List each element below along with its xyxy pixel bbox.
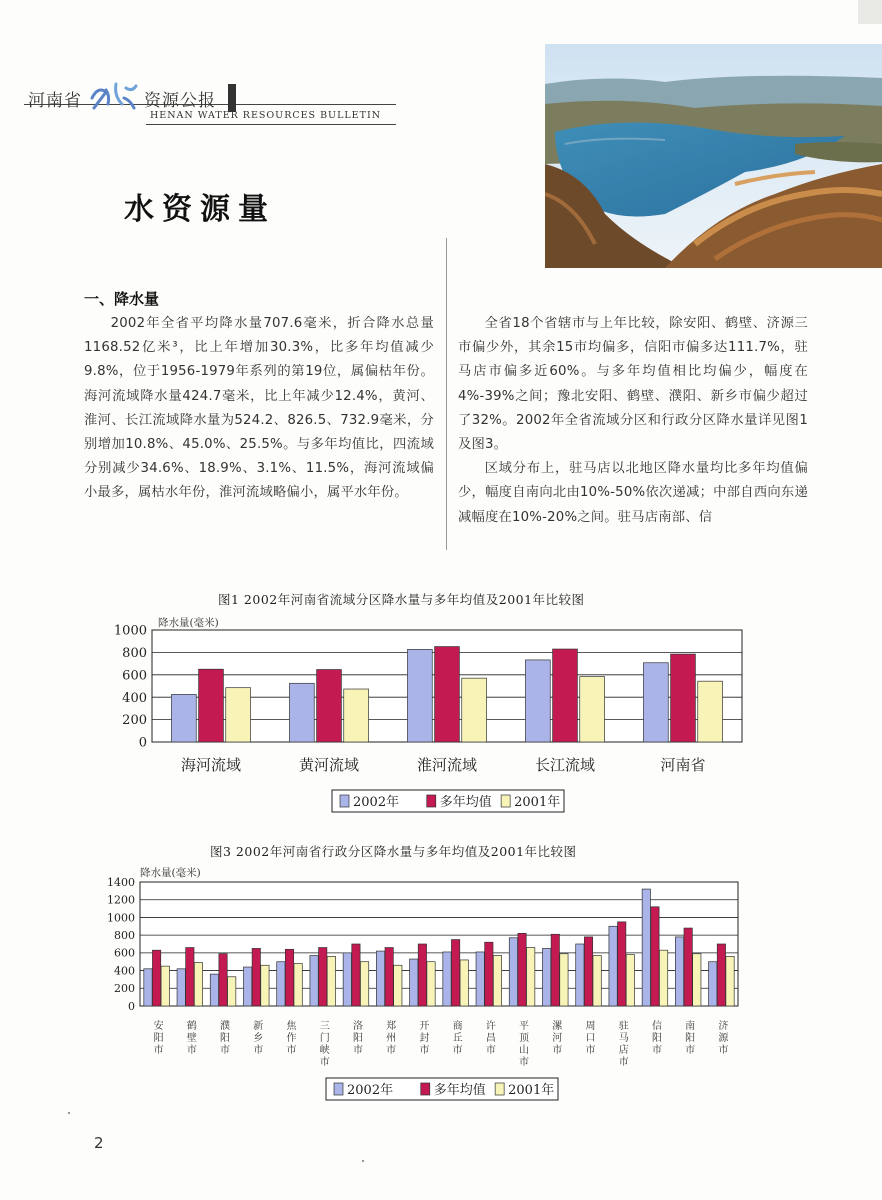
bar-多年均值: [319, 948, 327, 1006]
bar-多年均值: [618, 922, 626, 1006]
page-title: 水资源量: [124, 192, 276, 227]
x-tick-label: 黄河流域: [298, 756, 360, 774]
bar-多年均值: [152, 950, 160, 1006]
x-tick-label: 海河流域: [180, 756, 242, 774]
bar-多年均值: [199, 669, 224, 742]
figure3-caption: 图3 2002年河南省行政分区降水量与多年均值及2001年比较图: [210, 844, 577, 859]
x-tick-label: 长江流域: [534, 756, 596, 774]
x-tick-label: 洛阳市: [350, 1020, 362, 1056]
bar-多年均值: [485, 942, 493, 1006]
x-tick-label: 漯河市: [549, 1020, 561, 1056]
y-tick-label: 600: [114, 946, 135, 960]
x-tick-label: 许昌市: [483, 1020, 495, 1056]
bar-2002年: [171, 694, 196, 742]
bar-2002年: [709, 962, 717, 1006]
legend-swatch: [340, 795, 349, 807]
x-tick-label: 周口市: [583, 1020, 594, 1056]
bar-多年均值: [186, 948, 194, 1006]
legend-swatch: [427, 795, 436, 807]
y-tick-label: 800: [122, 645, 147, 661]
bar-2001年: [580, 677, 605, 742]
y-tick-label: 800: [114, 928, 135, 942]
bar-2002年: [643, 663, 668, 742]
bar-2001年: [659, 950, 667, 1006]
reservoir-landscape-photo: [545, 44, 882, 268]
legend-label: 2002年: [353, 795, 400, 810]
x-tick-label: 开封市: [416, 1020, 428, 1056]
column-divider: [446, 238, 447, 550]
bar-多年均值: [584, 937, 592, 1006]
bar-2002年: [177, 969, 185, 1006]
legend: [326, 1078, 558, 1100]
bar-2001年: [462, 678, 487, 742]
bar-多年均值: [684, 928, 692, 1006]
bar-多年均值: [418, 944, 426, 1006]
x-tick-label: 河南省: [660, 756, 706, 774]
water-calligraphy-logo: [86, 78, 142, 112]
page-corner-shade: [858, 0, 882, 24]
bar-2002年: [410, 959, 418, 1006]
y-axis-label: 降水量(毫米): [158, 617, 219, 629]
y-tick-label: 0: [128, 999, 135, 1013]
y-tick-label: 400: [114, 964, 135, 978]
x-tick-label: 焦作市: [284, 1020, 295, 1056]
bar-2002年: [243, 967, 251, 1006]
bar-2001年: [294, 963, 302, 1006]
legend-label: 2002年: [347, 1083, 394, 1098]
bar-2001年: [427, 962, 435, 1006]
bar-2001年: [228, 977, 236, 1006]
legend-swatch: [501, 795, 510, 807]
x-tick-label: 淮河流域: [416, 756, 478, 774]
bar-2002年: [343, 953, 351, 1006]
bar-2001年: [560, 954, 568, 1006]
x-tick-label: 平顶山市: [516, 1020, 528, 1068]
x-tick-label: 鹤壁市: [184, 1020, 196, 1056]
bar-2002年: [310, 956, 318, 1006]
paragraph: 全省18个省辖市与上年比较，除安阳、鹤壁、济源三市偏少外，其余15市均偏多，信阳市偏多达111.7%，驻马店市偏多近60%。与多年均值相比均偏少，幅度在4%-39%之间；豫北安阳、鹤壁、濮阳、新乡市偏少超过了32%。2002年全省流域分区和行政分区降水量详见图1及图3。: [458, 316, 808, 453]
bar-2001年: [360, 962, 368, 1006]
x-tick-label: 商丘市: [450, 1020, 462, 1056]
bar-2001年: [327, 956, 335, 1006]
bar-2002年: [376, 951, 384, 1006]
bar-2002年: [289, 683, 314, 742]
y-axis-label: 降水量(毫米): [140, 867, 201, 879]
bar-2001年: [626, 955, 634, 1006]
y-tick-label: 200: [114, 982, 135, 996]
figure1-chart: [100, 610, 780, 820]
y-tick-label: 1000: [113, 623, 147, 639]
x-tick-label: 信阳市: [649, 1020, 661, 1056]
bar-2002年: [443, 952, 451, 1006]
legend-label: 多年均值: [433, 1083, 486, 1098]
bar-2001年: [161, 966, 169, 1006]
bar-2002年: [210, 974, 218, 1006]
bar-2001年: [344, 689, 369, 742]
scan-speck: [68, 1112, 70, 1114]
y-tick-label: 400: [122, 690, 147, 706]
bulletin-suffix: 资源公报: [144, 91, 216, 111]
bar-2002年: [675, 937, 683, 1006]
legend-swatch: [421, 1083, 430, 1095]
y-tick-label: 600: [122, 668, 147, 684]
y-tick-label: 0: [138, 735, 147, 751]
bar-多年均值: [219, 954, 227, 1006]
x-tick-label: 安阳市: [151, 1020, 163, 1056]
figure3-chart: [80, 860, 780, 1110]
page-number: 2: [94, 1134, 104, 1152]
legend: [332, 790, 564, 812]
bar-多年均值: [518, 933, 526, 1006]
bar-2001年: [194, 963, 202, 1006]
y-tick-label: 1400: [107, 875, 135, 889]
bulletin-province: 河南省: [28, 91, 82, 111]
legend-label: 2001年: [514, 795, 561, 810]
x-tick-label: 新乡市: [250, 1020, 262, 1056]
text-column-left: [84, 312, 434, 506]
bar-2001年: [693, 954, 701, 1006]
x-tick-label: 濮阳市: [217, 1020, 229, 1056]
bar-多年均值: [671, 654, 696, 742]
legend-label: 多年均值: [439, 795, 492, 810]
bar-2002年: [525, 660, 550, 742]
header-dark-tab: [228, 84, 236, 112]
paragraph: 区域分布上，驻马店以北地区降水量均比多年均值偏少，幅度自南向北由10%-50%依次递减；中部自西向东递减幅度在10%-20%之间。驻马店南部、信: [458, 461, 808, 525]
bar-多年均值: [651, 907, 659, 1006]
y-tick-label: 200: [122, 713, 147, 729]
bar-2001年: [593, 956, 601, 1006]
bar-2002年: [476, 952, 484, 1006]
x-tick-label: 驻马店市: [616, 1020, 628, 1068]
y-tick-label: 1200: [107, 893, 135, 907]
bar-2001年: [226, 688, 251, 742]
bar-多年均值: [317, 670, 342, 742]
legend-swatch: [495, 1083, 504, 1095]
bar-2002年: [277, 962, 285, 1006]
bar-多年均值: [551, 934, 559, 1006]
header-rule-lower: [146, 124, 396, 125]
bar-多年均值: [435, 647, 460, 742]
text-column-right: [458, 312, 808, 530]
paragraph: 2002年全省平均降水量707.6毫米，折合降水总量1168.52亿米³，比上年增加30.3%，比多年均值减少9.8%，位于1956-1979年系列的第19位，属偏枯年份。海河流域降水量424.7毫米，比上年减少12.4%，黄河、淮河、长江流域降水量为524.2、826.5、732.9毫米，分别增加10.8%、45.0%、25.5%。与多年均值比，四流域分别减少34.6%、18.9%、3.1%、11.5%，海河流域偏小最多，属枯水年份，淮河流域略偏小，属平水年份。: [84, 316, 434, 501]
section-heading: 一、降水量: [84, 290, 160, 308]
bar-多年均值: [385, 948, 393, 1006]
bar-多年均值: [553, 649, 578, 742]
bar-2001年: [394, 965, 402, 1006]
bar-2001年: [527, 948, 535, 1006]
figure1-caption: 图1 2002年河南省流域分区降水量与多年均值及2001年比较图: [218, 592, 585, 607]
bar-多年均值: [285, 949, 293, 1006]
bar-多年均值: [451, 940, 459, 1006]
bar-2002年: [144, 969, 152, 1006]
y-tick-label: 1000: [107, 911, 135, 925]
scan-speck: [362, 1160, 364, 1162]
bar-2002年: [642, 889, 650, 1006]
legend-label: 2001年: [508, 1083, 555, 1098]
x-tick-label: 南阳市: [682, 1020, 694, 1056]
bar-多年均值: [252, 948, 260, 1006]
x-tick-label: 郑州市: [383, 1020, 395, 1056]
bar-2001年: [493, 956, 501, 1006]
bar-2002年: [407, 649, 432, 742]
bar-2001年: [460, 960, 468, 1006]
bar-2001年: [261, 965, 269, 1006]
bar-2002年: [509, 938, 517, 1006]
x-tick-label: 济源市: [715, 1020, 727, 1056]
bar-2001年: [698, 681, 723, 742]
bar-2002年: [576, 944, 584, 1006]
legend-swatch: [334, 1083, 343, 1095]
bar-2002年: [609, 926, 617, 1006]
x-tick-label: 三门峡市: [317, 1020, 329, 1068]
bar-多年均值: [717, 944, 725, 1006]
bulletin-title-en: HENAN WATER RESOURCES BULLETIN: [150, 110, 382, 121]
bar-2002年: [542, 948, 550, 1006]
bar-2001年: [726, 956, 734, 1006]
bar-多年均值: [352, 944, 360, 1006]
